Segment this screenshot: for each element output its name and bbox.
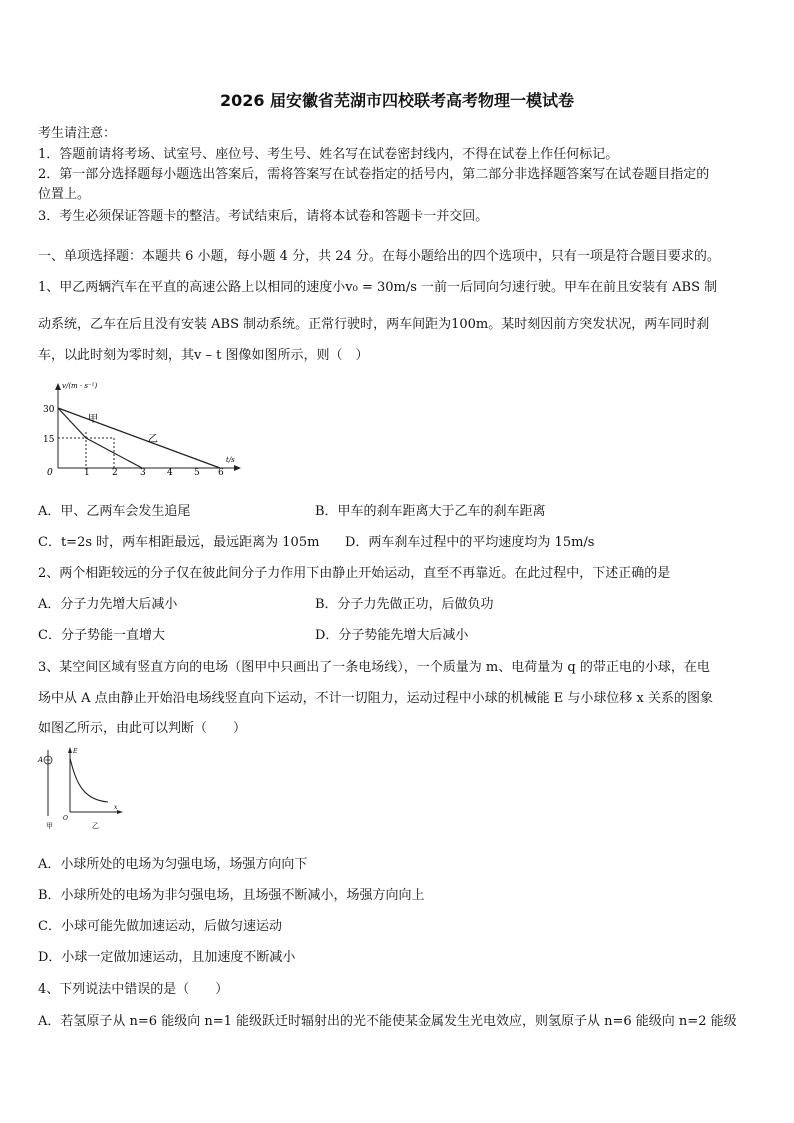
q3-diagram <box>36 744 126 834</box>
q2-option-d: D．分子势能先增大后减小 <box>315 628 469 643</box>
q3-stem: 场中从 A 点由静止开始沿电场线竖直向下运动，不计一切阻力，运动过程中小球的机械能 E 与小球位移 x 关系的图象 <box>38 691 714 706</box>
q2-option-b: B．分子力先做正功，后做负功 <box>315 597 494 612</box>
q4-option-a: A．若氢原子从 n=6 能级向 n=1 能级跃迁时辐射出的光不能使某金属发生光电效应，则氢原子从 n=6 能级向 n=2 能级 <box>38 1014 737 1029</box>
q3-option-a: A．小球所处的电场为匀强电场，场强方向向下 <box>38 857 308 872</box>
q4-stem: 4、下列说法中错误的是（ ） <box>38 982 229 997</box>
q3-option-b: B．小球所处的电场为非匀强电场，且场强不断减小，场强方向向上 <box>38 888 425 903</box>
q2-option-a: A．分子力先增大后减小 <box>38 597 178 612</box>
notice-item: 2．第一部分选择题每小题选出答案后，需将答案写在试卷指定的括号内，第二部分非选择题答案写在试卷题目指定的 <box>38 167 710 182</box>
q3-label-o: O <box>63 815 68 822</box>
section-heading: 一、单项选择题：本题共 6 小题，每小题 4 分，共 24 分。在每小题给出的四个选项中，只有一项是符合题目要求的。 <box>38 249 720 264</box>
q3-stem: 如图乙所示，由此可以判断（ ） <box>38 721 247 736</box>
graph-xtick: 0 <box>47 468 53 478</box>
q1-stem: 车，以此时刻为零时刻，其v – t 图像如图所示，则（ ） <box>38 348 369 363</box>
q3-caption-yi: 乙 <box>92 822 99 830</box>
notice-item: 1．答题前请将考场、试室号、座位号、考生号、姓名写在试卷密封线内，不得在试卷上作任何标记。 <box>38 147 619 162</box>
page-title: 2026 届安徽省芜湖市四校联考高考物理一模试卷 <box>219 91 575 110</box>
notice-heading: 考生请注意： <box>38 126 117 141</box>
q2-stem: 2、两个相距较远的分子仅在彼此间分子力作用下由静止开始运动，直至不再靠近。在此过程中，下述正确的是 <box>38 566 671 581</box>
q1-stem: 1、甲乙两辆汽车在平直的高速公路上以相同的速度小v₀ = 30m/s 一前一后同向匀速行驶。甲车在前且安装有 ABS 制 <box>38 280 718 295</box>
q1-option-c: C．t=2s 时，两车相距最远，最远距离为 105m <box>38 535 320 550</box>
q3-stem: 3、某空间区域有竖直方向的电场（图甲中只画出了一条电场线），一个质量为 m、电荷量为 q 的带正电的小球，在电 <box>38 660 710 675</box>
q1-stem: 动系统，乙车在后且没有安装 ABS 制动系统。正常行驶时，两车间距为100m。某时刻因前方突发状况，两车同时刹 <box>38 317 710 332</box>
graph-ylabel: v/(m · s⁻¹) <box>62 382 98 390</box>
graph-label-jia: 甲 <box>88 414 98 425</box>
graph-label-yi: 乙 <box>148 434 158 445</box>
graph-xtick: 4 <box>167 468 173 478</box>
notice-item: 3．考生必须保证答题卡的整洁。考试结束后，请将本试卷和答题卡一并交回。 <box>38 209 489 224</box>
q3-option-d: D．小球一定做加速运动，且加速度不断减小 <box>38 950 296 965</box>
graph-xtick: 5 <box>194 468 200 478</box>
q1-option-a: A．甲、乙两车会发生追尾 <box>38 504 191 519</box>
graph-xtick: 6 <box>218 468 224 478</box>
q3-option-c: C．小球可能先做加速运动，后做匀速运动 <box>38 919 282 934</box>
graph-ytick: 30 <box>43 405 55 415</box>
q3-label-e: E <box>73 748 78 755</box>
q3-caption-jia: 甲 <box>46 822 53 830</box>
q3-label-x: x <box>114 804 118 811</box>
q1-option-d: D．两车刹车过程中的平均速度均为 15m/s <box>345 535 595 550</box>
notice-item: 位置上。 <box>38 187 91 202</box>
graph-xtick: 3 <box>140 468 146 478</box>
graph-xtick: 2 <box>112 468 118 478</box>
q2-option-c: C．分子势能一直增大 <box>38 628 165 643</box>
graph-ytick: 15 <box>43 435 55 445</box>
q1-vt-graph <box>38 378 248 478</box>
graph-xlabel: t/s <box>226 456 235 464</box>
q1-option-b: B．甲车的刹车距离大于乙车的刹车距离 <box>315 504 546 519</box>
graph-xtick: 1 <box>84 468 90 478</box>
q3-label-a: A <box>38 756 44 764</box>
